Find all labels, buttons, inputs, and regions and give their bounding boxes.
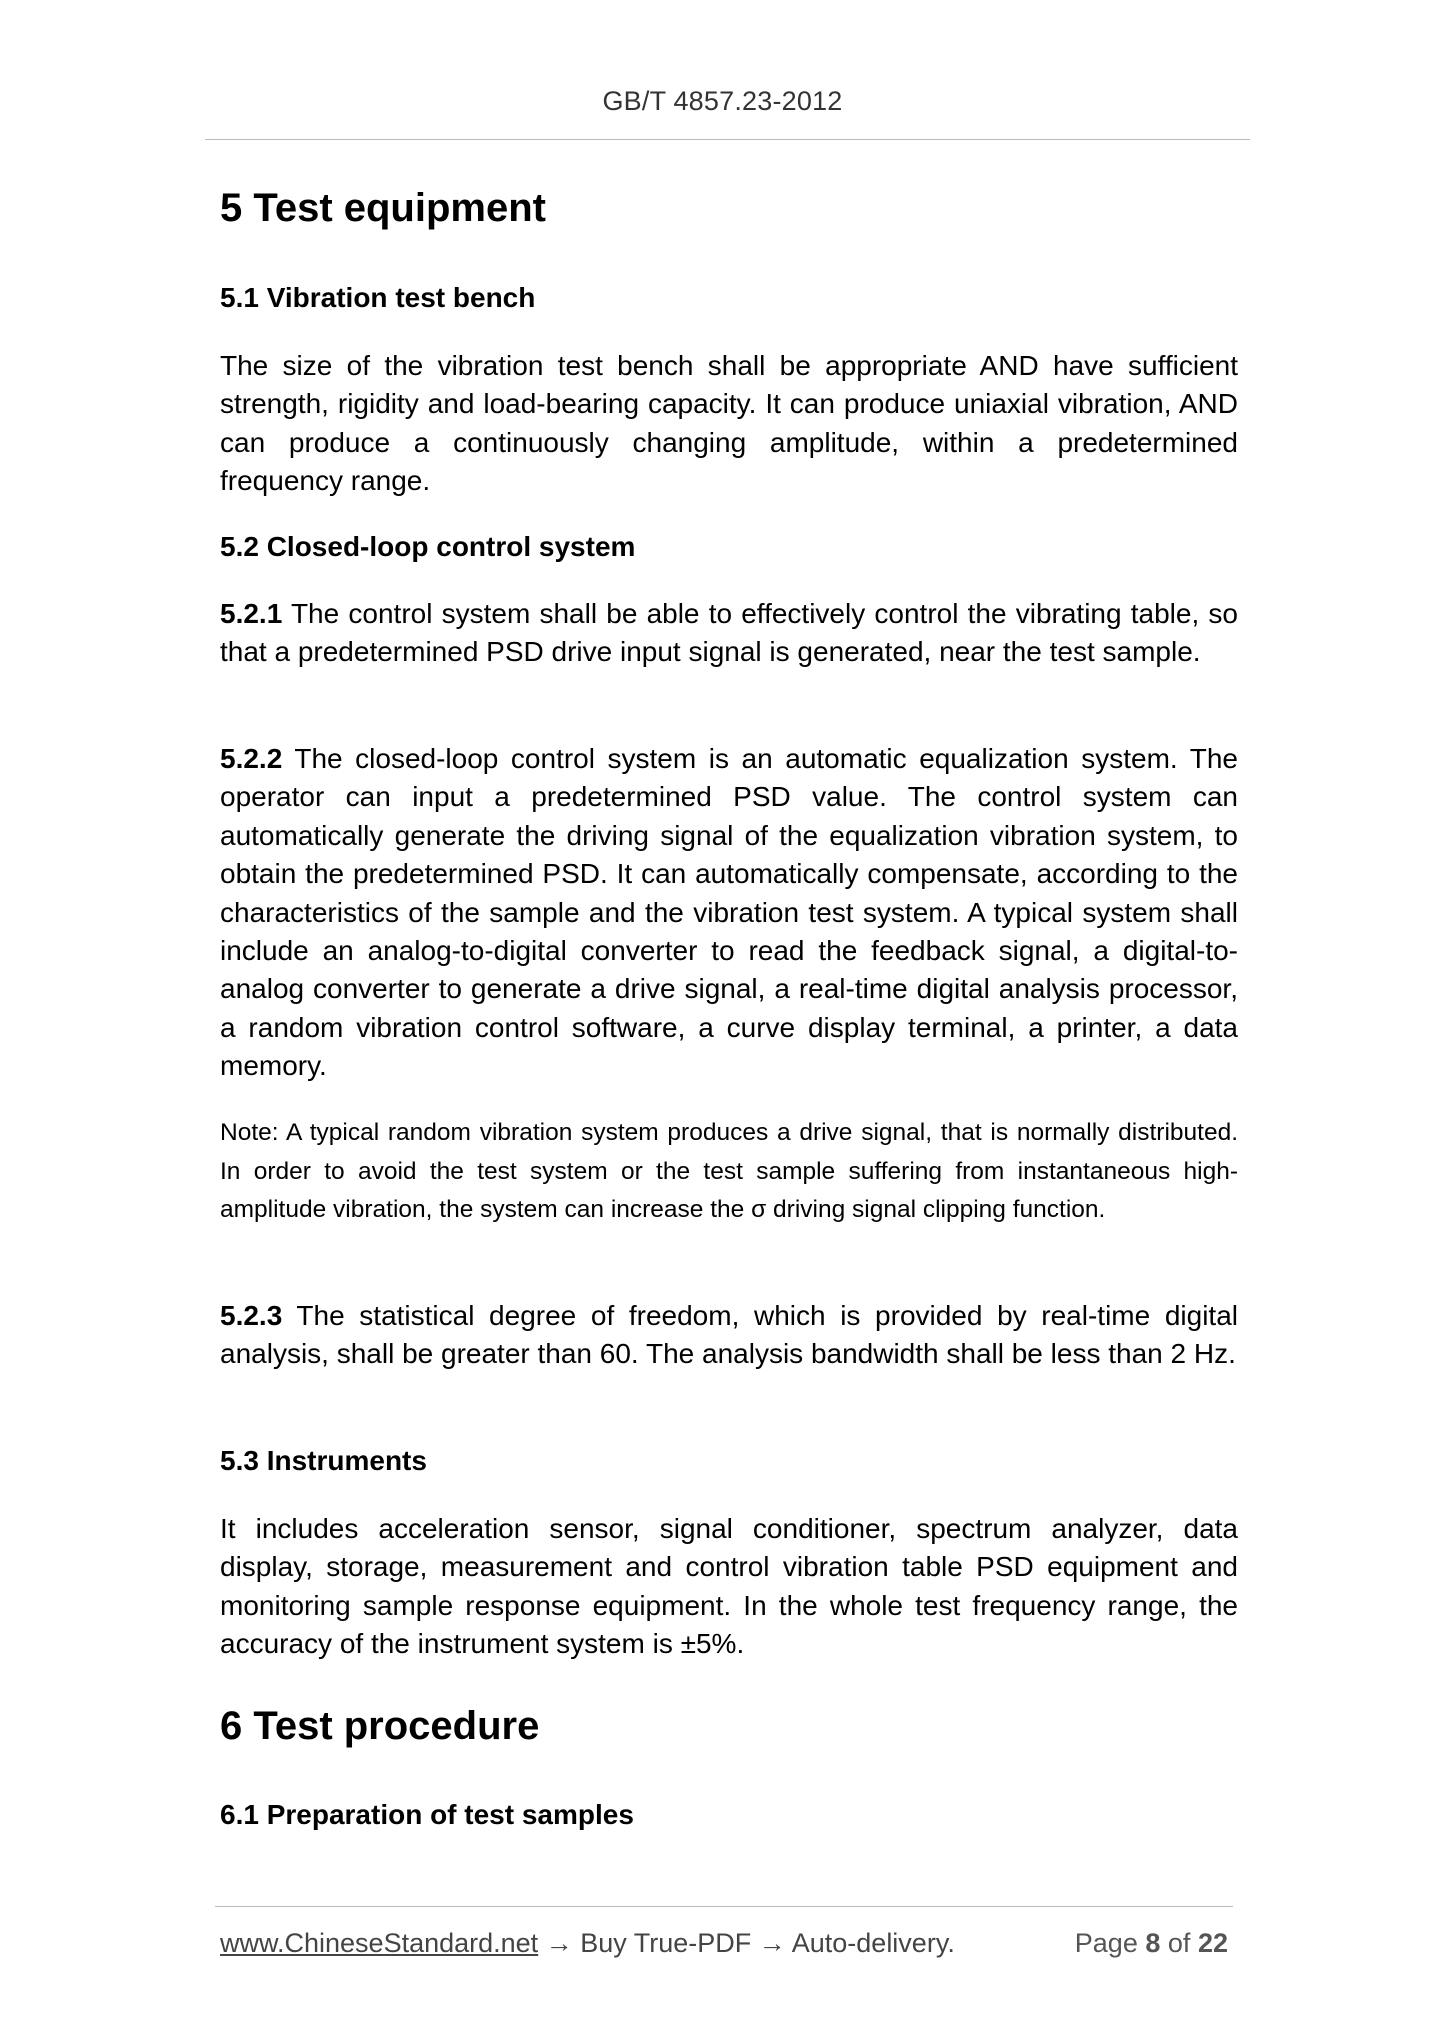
page-total: 22 (1197, 1928, 1228, 1958)
website-link[interactable]: www.ChineseStandard.net (220, 1928, 539, 1958)
footer-tagline: → Buy True-PDF → Auto-delivery. (538, 1928, 955, 1958)
footer-promo (220, 1928, 955, 1959)
clause-text: The closed-loop control system is an automatic equalization system. The operator can input a predetermined PSD value. The control system can automatically generate the driving signal of the equalization vibration system, to obtain the predetermined PSD. It can automatically compensate, according to the characteristics of the sample and the vibration test system. A typical system shall include an analog-to-digital converter to read the feedback signal, a digital-to-analog converter to generate a drive signal, a real-time digital analysis processor, a random vibration control software, a curve display terminal, a printer, a data memory. (220, 743, 1238, 1082)
note-paragraph: Note: A typical random vibration system produces a drive signal, that is normally distributed. In order to avoid the test system or the test sample suffering from instantaneous high-amplitude vibration, the system can increase the σ driving signal clipping function. (220, 1119, 1238, 1223)
clause-number: 5.2.1 (220, 598, 283, 629)
page-current: 8 (1145, 1928, 1161, 1958)
page-of-label: of (1167, 1928, 1191, 1958)
section-5-2-heading: 5.2 Closed-loop control system (220, 531, 636, 562)
clause-number: 5.2.3 (220, 1300, 283, 1331)
page-label: Page (1074, 1928, 1138, 1958)
clause-number: 5.2.2 (220, 743, 283, 774)
clause-text: The control system shall be able to effectively control the vibrating table, so that a predetermined PSD drive input signal is generated, near the test sample. (220, 598, 1238, 668)
section-5-1-heading: 5.1 Vibration test bench (220, 282, 536, 313)
section-6-heading: 6 Test procedure (220, 1704, 540, 1748)
header-divider (205, 139, 1250, 140)
section-5-heading: 5 Test equipment (220, 186, 546, 230)
section-5-2-1-paragraph (220, 595, 1238, 672)
section-6-1-heading: 6.1 Preparation of test samples (220, 1799, 634, 1830)
section-5-2-3-paragraph (220, 1297, 1238, 1374)
section-5-2-2-paragraph (220, 740, 1238, 1086)
page-indicator (1075, 1928, 1228, 1959)
clause-text: The statistical degree of freedom, which is provided by real-time digital analysis, shall be greater than 60. The analysis bandwidth shall be less than 2 Hz. (220, 1300, 1238, 1370)
footer-divider (215, 1906, 1233, 1907)
section-5-1-paragraph: The size of the vibration test bench shall be appropriate AND have sufficient strength, rigidity and load-bearing capacity. It can produce uniaxial vibration, AND can produce a continuously changing amplitude, within a predetermined frequency range. (220, 350, 1238, 497)
document-code-header: GB/T 4857.23-2012 (602, 86, 843, 116)
section-5-3-paragraph: It includes acceleration sensor, signal conditioner, spectrum analyzer, data display, storage, measurement and control vibration table PSD equipment and monitoring sample response equipment. In the whole test frequency range, the accuracy of the instrument system is ±5%. (220, 1513, 1238, 1660)
section-5-3-heading: 5.3 Instruments (220, 1445, 427, 1476)
